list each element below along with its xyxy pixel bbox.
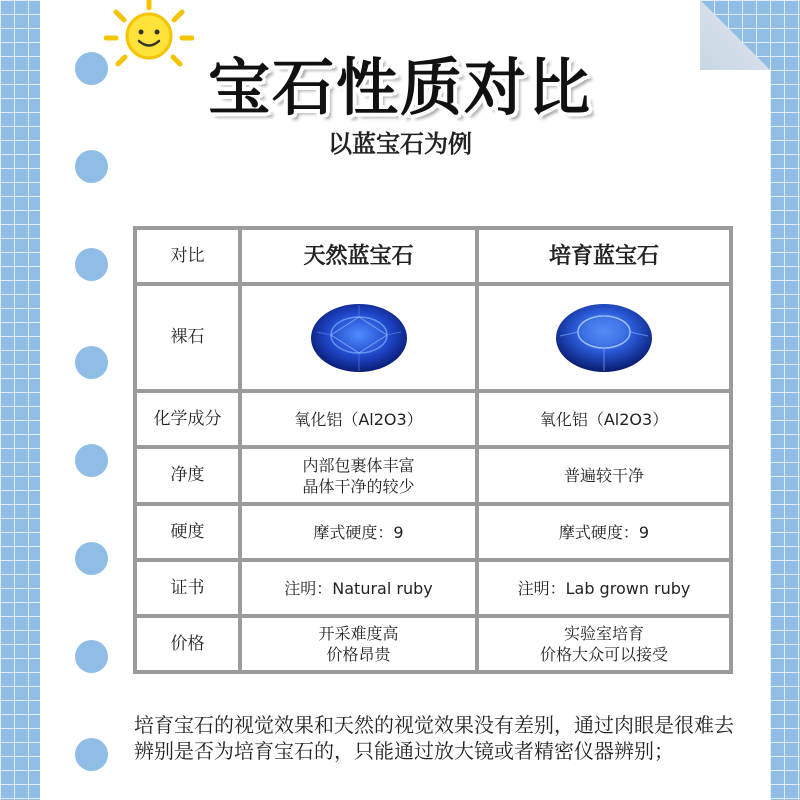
column-header-natural: 天然蓝宝石 xyxy=(242,230,475,282)
lab-sapphire-image xyxy=(479,286,729,389)
natural-sapphire-image xyxy=(242,286,475,389)
natural-clarity-line: 内部包裹体丰富 xyxy=(302,455,415,475)
binder-hole xyxy=(75,248,108,281)
binder-hole xyxy=(75,444,108,477)
page-title: 宝石性质对比 xyxy=(207,51,592,124)
column-header-lab: 培育蓝宝石 xyxy=(479,230,729,282)
natural-price-line: 价格昂贵 xyxy=(326,645,391,664)
natural-certificate: 注明：Natural ruby xyxy=(242,562,475,614)
natural-hardness: 摩式硬度：9 xyxy=(242,506,475,558)
comparison-table xyxy=(133,226,733,674)
natural-price-line: 开采难度高 xyxy=(318,624,399,643)
lab-price-line: 实验室培育 xyxy=(563,624,644,643)
row-label-loose-stone: 裸石 xyxy=(137,286,238,389)
lab-composition: 氧化铝（Al2O3） xyxy=(479,393,729,445)
natural-clarity xyxy=(242,449,475,502)
row-label-price: 价格 xyxy=(137,618,238,670)
lab-clarity: 普遍较干净 xyxy=(479,449,729,502)
binder-hole xyxy=(75,640,108,673)
binder-hole xyxy=(75,738,108,771)
row-label-clarity: 净度 xyxy=(137,449,238,502)
footnote-paragraph: 培育宝石的视觉效果和天然的视觉效果没有差别，通过肉眼是很难去辨别是否为培育宝石的，只能通过放大镜或者精密仪器辨别； xyxy=(134,713,734,763)
natural-composition: 氧化铝（Al2O3） xyxy=(242,393,475,445)
binder-hole xyxy=(75,542,108,575)
row-label-certificate: 证书 xyxy=(137,562,238,614)
natural-price xyxy=(242,618,475,670)
lab-price xyxy=(479,618,729,670)
row-label-hardness: 硬度 xyxy=(137,506,238,558)
sapphire-gem-icon xyxy=(554,302,654,374)
sapphire-gem-icon xyxy=(309,302,409,374)
table-corner-header: 对比 xyxy=(137,230,238,282)
page-subtitle: 以蓝宝石为例 xyxy=(328,130,472,158)
lab-price-line: 价格大众可以接受 xyxy=(539,645,668,664)
lab-hardness: 摩式硬度：9 xyxy=(479,506,729,558)
natural-clarity-line: 晶体干净的较少 xyxy=(302,476,415,496)
lab-certificate: 注明：Lab grown ruby xyxy=(479,562,729,614)
row-label-composition: 化学成分 xyxy=(137,393,238,445)
binder-hole xyxy=(75,346,108,379)
